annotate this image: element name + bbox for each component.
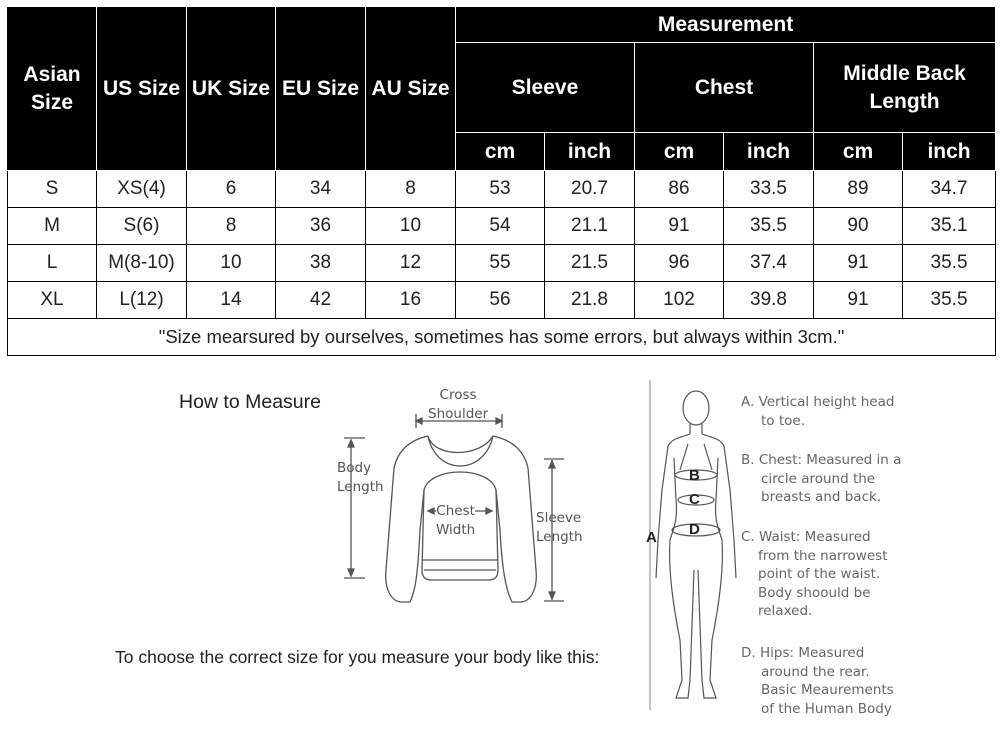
header-sleeve: Sleeve bbox=[456, 43, 635, 133]
sleeve-length-label: Sleeve Length bbox=[536, 510, 583, 545]
table-row bbox=[8, 282, 996, 319]
how-to-measure-title: How to Measure bbox=[179, 391, 321, 413]
table-cell: S bbox=[8, 171, 97, 208]
marker-c: C bbox=[689, 491, 700, 508]
unit-inch: inch bbox=[545, 133, 635, 171]
body-figure bbox=[640, 380, 740, 720]
table-cell: L bbox=[8, 245, 97, 282]
table-cell: M bbox=[8, 208, 97, 245]
table-cell: 34 bbox=[276, 171, 366, 208]
table-row bbox=[8, 245, 996, 282]
table-cell: 8 bbox=[187, 208, 276, 245]
table-cell: M(8-10) bbox=[97, 245, 187, 282]
table-cell: 55 bbox=[456, 245, 545, 282]
marker-d: D bbox=[689, 521, 700, 538]
table-cell: 21.8 bbox=[545, 282, 635, 319]
cross-shoulder-label: Cross Shoulder bbox=[428, 387, 489, 422]
unit-cm: cm bbox=[456, 133, 545, 171]
table-cell: 38 bbox=[276, 245, 366, 282]
unit-inch: inch bbox=[724, 133, 814, 171]
legend-d: D. Hips: Measured around the rear. Basic Meaurements of the Human Body bbox=[741, 645, 894, 717]
table-row bbox=[8, 171, 996, 208]
table-cell: 53 bbox=[456, 171, 545, 208]
size-note: "Size mearsured by ourselves, sometimes has some errors, but always within 3cm." bbox=[8, 319, 996, 356]
table-cell: 36 bbox=[276, 208, 366, 245]
table-cell: 89 bbox=[814, 171, 903, 208]
table-cell: 35.5 bbox=[903, 282, 996, 319]
table-cell: 91 bbox=[814, 245, 903, 282]
unit-inch: inch bbox=[903, 133, 996, 171]
instruction-text: To choose the correct size for you measure your body like this: bbox=[115, 647, 600, 667]
header-measurement: Measurement bbox=[456, 7, 996, 43]
table-cell: 91 bbox=[635, 208, 724, 245]
table-cell: 12 bbox=[366, 245, 456, 282]
marker-a: A bbox=[646, 529, 657, 546]
table-cell: 96 bbox=[635, 245, 724, 282]
table-cell: 42 bbox=[276, 282, 366, 319]
unit-cm: cm bbox=[814, 133, 903, 171]
body-length-label: Body Length bbox=[337, 460, 384, 495]
chest-width-label: Chest Width bbox=[436, 503, 476, 538]
table-cell: 37.4 bbox=[724, 245, 814, 282]
header-chest: Chest bbox=[635, 43, 814, 133]
table-cell: 102 bbox=[635, 282, 724, 319]
table-cell: 8 bbox=[366, 171, 456, 208]
header-uk-size: UK Size bbox=[187, 7, 276, 171]
table-cell: 54 bbox=[456, 208, 545, 245]
marker-b: B bbox=[689, 467, 700, 484]
table-cell: 6 bbox=[187, 171, 276, 208]
size-table bbox=[7, 6, 996, 356]
table-cell: 10 bbox=[366, 208, 456, 245]
table-cell: 10 bbox=[187, 245, 276, 282]
table-cell: 21.1 bbox=[545, 208, 635, 245]
table-cell: 34.7 bbox=[903, 171, 996, 208]
table-cell: 39.8 bbox=[724, 282, 814, 319]
table-cell: 35.1 bbox=[903, 208, 996, 245]
table-cell: 20.7 bbox=[545, 171, 635, 208]
table-cell: L(12) bbox=[97, 282, 187, 319]
table-cell: 21.5 bbox=[545, 245, 635, 282]
legend-a: A. Vertical height head to toe. bbox=[741, 394, 895, 429]
table-cell: S(6) bbox=[97, 208, 187, 245]
header-us-size: US Size bbox=[97, 7, 187, 171]
legend-b: B. Chest: Measured in a circle around the breasts and back. bbox=[741, 452, 902, 505]
table-cell: 56 bbox=[456, 282, 545, 319]
table-cell: 33.5 bbox=[724, 171, 814, 208]
table-cell: 91 bbox=[814, 282, 903, 319]
table-cell: 35.5 bbox=[724, 208, 814, 245]
unit-cm: cm bbox=[635, 133, 724, 171]
header-asian-size: Asian Size bbox=[8, 7, 97, 171]
table-cell: 16 bbox=[366, 282, 456, 319]
header-au-size: AU Size bbox=[366, 7, 456, 171]
header-eu-size: EU Size bbox=[276, 7, 366, 171]
table-cell: XS(4) bbox=[97, 171, 187, 208]
legend-c: C. Waist: Measured from the narrowest point of the waist. Body shoould be relaxed. bbox=[741, 529, 888, 619]
table-row bbox=[8, 208, 996, 245]
table-cell: 86 bbox=[635, 171, 724, 208]
table-cell: XL bbox=[8, 282, 97, 319]
table-cell: 14 bbox=[187, 282, 276, 319]
table-cell: 35.5 bbox=[903, 245, 996, 282]
table-cell: 90 bbox=[814, 208, 903, 245]
header-middle-back-length: Middle Back Length bbox=[814, 43, 996, 133]
